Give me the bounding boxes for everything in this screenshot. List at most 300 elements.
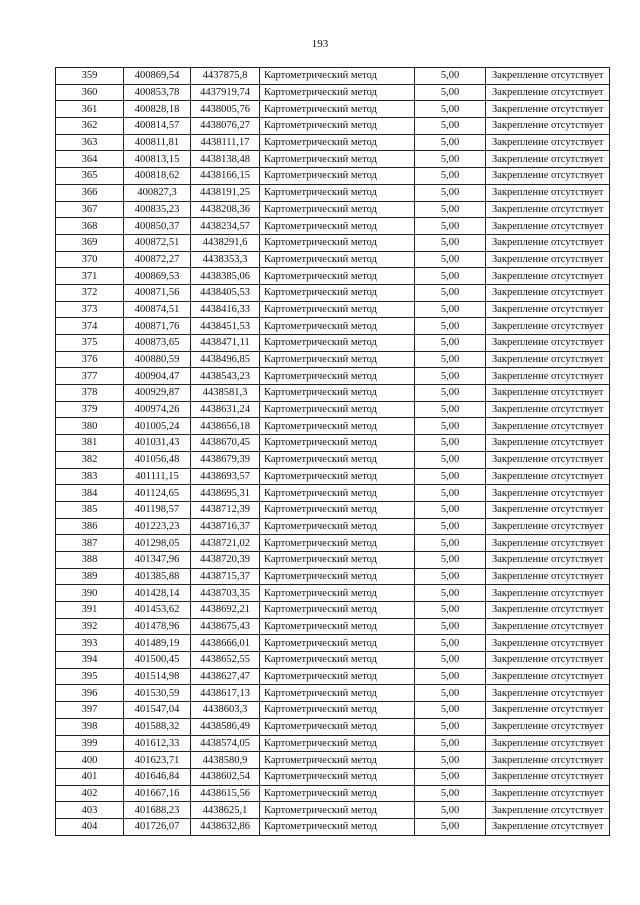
error-cell: 5,00 — [415, 318, 486, 335]
fixation-cell: Закрепление отсутствует — [486, 118, 610, 135]
fixation-cell: Закрепление отсутствует — [486, 151, 610, 168]
y-coordinate-cell: 4438581,3 — [191, 385, 260, 402]
error-cell: 5,00 — [415, 501, 486, 518]
error-cell: 5,00 — [415, 385, 486, 402]
method-cell: Картометрический метод — [260, 718, 415, 735]
table-row — [56, 134, 610, 151]
x-coordinate-cell: 401031,43 — [124, 435, 191, 452]
point-number-cell: 390 — [56, 585, 124, 602]
error-cell: 5,00 — [415, 652, 486, 669]
method-cell: Картометрический метод — [260, 68, 415, 85]
method-cell: Картометрический метод — [260, 802, 415, 819]
table-row — [56, 68, 610, 85]
x-coordinate-cell: 401612,33 — [124, 735, 191, 752]
fixation-cell: Закрепление отсутствует — [486, 251, 610, 268]
y-coordinate-cell: 4438451,53 — [191, 318, 260, 335]
y-coordinate-cell: 4438721,02 — [191, 535, 260, 552]
table-row — [56, 118, 610, 135]
table-row — [56, 151, 610, 168]
point-number-cell: 398 — [56, 718, 124, 735]
point-number-cell: 365 — [56, 168, 124, 185]
x-coordinate-cell: 400880,59 — [124, 351, 191, 368]
method-cell: Картометрический метод — [260, 335, 415, 352]
error-cell: 5,00 — [415, 752, 486, 769]
x-coordinate-cell: 400869,53 — [124, 268, 191, 285]
table-row — [56, 768, 610, 785]
error-cell: 5,00 — [415, 568, 486, 585]
method-cell: Картометрический метод — [260, 768, 415, 785]
y-coordinate-cell: 4438679,39 — [191, 451, 260, 468]
y-coordinate-cell: 4438666,01 — [191, 635, 260, 652]
point-number-cell: 367 — [56, 201, 124, 218]
table-row — [56, 785, 610, 802]
error-cell: 5,00 — [415, 535, 486, 552]
fixation-cell: Закрепление отсутствует — [486, 234, 610, 251]
fixation-cell: Закрепление отсутствует — [486, 768, 610, 785]
fixation-cell: Закрепление отсутствует — [486, 718, 610, 735]
y-coordinate-cell: 4438716,37 — [191, 518, 260, 535]
error-cell: 5,00 — [415, 368, 486, 385]
method-cell: Картометрический метод — [260, 234, 415, 251]
x-coordinate-cell: 400869,54 — [124, 68, 191, 85]
point-number-cell: 370 — [56, 251, 124, 268]
table-row — [56, 451, 610, 468]
table-row — [56, 335, 610, 352]
x-coordinate-cell: 400850,37 — [124, 218, 191, 235]
coordinates-table-body — [56, 68, 610, 836]
error-cell: 5,00 — [415, 818, 486, 835]
x-coordinate-cell: 400871,76 — [124, 318, 191, 335]
table-row — [56, 468, 610, 485]
method-cell: Картометрический метод — [260, 401, 415, 418]
fixation-cell: Закрепление отсутствует — [486, 652, 610, 669]
x-coordinate-cell: 401478,96 — [124, 618, 191, 635]
point-number-cell: 385 — [56, 501, 124, 518]
y-coordinate-cell: 4438353,3 — [191, 251, 260, 268]
method-cell: Картометрический метод — [260, 418, 415, 435]
point-number-cell: 395 — [56, 668, 124, 685]
point-number-cell: 375 — [56, 335, 124, 352]
method-cell: Картометрический метод — [260, 168, 415, 185]
point-number-cell: 389 — [56, 568, 124, 585]
method-cell: Картометрический метод — [260, 435, 415, 452]
fixation-cell: Закрепление отсутствует — [486, 401, 610, 418]
method-cell: Картометрический метод — [260, 602, 415, 619]
x-coordinate-cell: 401489,19 — [124, 635, 191, 652]
fixation-cell: Закрепление отсутствует — [486, 435, 610, 452]
method-cell: Картометрический метод — [260, 84, 415, 101]
x-coordinate-cell: 400872,27 — [124, 251, 191, 268]
error-cell: 5,00 — [415, 234, 486, 251]
y-coordinate-cell: 4438291,6 — [191, 234, 260, 251]
x-coordinate-cell: 401005,24 — [124, 418, 191, 435]
method-cell: Картометрический метод — [260, 218, 415, 235]
y-coordinate-cell: 4438076,27 — [191, 118, 260, 135]
x-coordinate-cell: 401547,04 — [124, 702, 191, 719]
y-coordinate-cell: 4438695,31 — [191, 485, 260, 502]
point-number-cell: 372 — [56, 284, 124, 301]
method-cell: Картометрический метод — [260, 251, 415, 268]
point-number-cell: 363 — [56, 134, 124, 151]
y-coordinate-cell: 4438652,55 — [191, 652, 260, 669]
x-coordinate-cell: 401646,84 — [124, 768, 191, 785]
x-coordinate-cell: 400827,3 — [124, 184, 191, 201]
point-number-cell: 374 — [56, 318, 124, 335]
y-coordinate-cell: 4438656,18 — [191, 418, 260, 435]
page-number: 193 — [311, 38, 329, 50]
table-row — [56, 602, 610, 619]
y-coordinate-cell: 4438693,57 — [191, 468, 260, 485]
method-cell: Картометрический метод — [260, 702, 415, 719]
x-coordinate-cell: 400811,81 — [124, 134, 191, 151]
x-coordinate-cell: 401385,88 — [124, 568, 191, 585]
x-coordinate-cell: 400871,56 — [124, 284, 191, 301]
point-number-cell: 394 — [56, 652, 124, 669]
x-coordinate-cell: 401514,98 — [124, 668, 191, 685]
method-cell: Картометрический метод — [260, 318, 415, 335]
y-coordinate-cell: 4438670,45 — [191, 435, 260, 452]
point-number-cell: 403 — [56, 802, 124, 819]
y-coordinate-cell: 4438385,06 — [191, 268, 260, 285]
point-number-cell: 391 — [56, 602, 124, 619]
point-number-cell: 401 — [56, 768, 124, 785]
y-coordinate-cell: 4438234,57 — [191, 218, 260, 235]
point-number-cell: 360 — [56, 84, 124, 101]
table-row — [56, 184, 610, 201]
y-coordinate-cell: 4437919,74 — [191, 84, 260, 101]
fixation-cell: Закрепление отсутствует — [486, 685, 610, 702]
point-number-cell: 359 — [56, 68, 124, 85]
error-cell: 5,00 — [415, 702, 486, 719]
y-coordinate-cell: 4438712,39 — [191, 501, 260, 518]
fixation-cell: Закрепление отсутствует — [486, 802, 610, 819]
table-row — [56, 418, 610, 435]
y-coordinate-cell: 4438617,13 — [191, 685, 260, 702]
table-row — [56, 234, 610, 251]
y-coordinate-cell: 4438631,24 — [191, 401, 260, 418]
method-cell: Картометрический метод — [260, 451, 415, 468]
error-cell: 5,00 — [415, 151, 486, 168]
table-row — [56, 668, 610, 685]
y-coordinate-cell: 4438632,86 — [191, 818, 260, 835]
table-row — [56, 702, 610, 719]
point-number-cell: 402 — [56, 785, 124, 802]
fixation-cell: Закрепление отсутствует — [486, 134, 610, 151]
error-cell: 5,00 — [415, 301, 486, 318]
fixation-cell: Закрепление отсутствует — [486, 84, 610, 101]
x-coordinate-cell: 401588,32 — [124, 718, 191, 735]
point-number-cell: 381 — [56, 435, 124, 452]
x-coordinate-cell: 401623,71 — [124, 752, 191, 769]
x-coordinate-cell: 400835,23 — [124, 201, 191, 218]
method-cell: Картометрический метод — [260, 585, 415, 602]
method-cell: Картометрический метод — [260, 151, 415, 168]
error-cell: 5,00 — [415, 251, 486, 268]
error-cell: 5,00 — [415, 218, 486, 235]
x-coordinate-cell: 400853,78 — [124, 84, 191, 101]
table-row — [56, 435, 610, 452]
method-cell: Картометрический метод — [260, 351, 415, 368]
fixation-cell: Закрепление отсутствует — [486, 752, 610, 769]
point-number-cell: 388 — [56, 551, 124, 568]
point-number-cell: 384 — [56, 485, 124, 502]
point-number-cell: 368 — [56, 218, 124, 235]
table-row — [56, 368, 610, 385]
fixation-cell: Закрепление отсутствует — [486, 551, 610, 568]
error-cell: 5,00 — [415, 351, 486, 368]
table-row — [56, 318, 610, 335]
method-cell: Картометрический метод — [260, 568, 415, 585]
method-cell: Картометрический метод — [260, 101, 415, 118]
table-row — [56, 685, 610, 702]
error-cell: 5,00 — [415, 602, 486, 619]
method-cell: Картометрический метод — [260, 785, 415, 802]
fixation-cell: Закрепление отсутствует — [486, 618, 610, 635]
error-cell: 5,00 — [415, 201, 486, 218]
y-coordinate-cell: 4438703,35 — [191, 585, 260, 602]
table-row — [56, 101, 610, 118]
error-cell: 5,00 — [415, 618, 486, 635]
x-coordinate-cell: 400814,57 — [124, 118, 191, 135]
error-cell: 5,00 — [415, 84, 486, 101]
y-coordinate-cell: 4438416,33 — [191, 301, 260, 318]
table-row — [56, 518, 610, 535]
error-cell: 5,00 — [415, 635, 486, 652]
error-cell: 5,00 — [415, 735, 486, 752]
x-coordinate-cell: 401298,05 — [124, 535, 191, 552]
fixation-cell: Закрепление отсутствует — [486, 201, 610, 218]
method-cell: Картометрический метод — [260, 635, 415, 652]
table-row — [56, 268, 610, 285]
fixation-cell: Закрепление отсутствует — [486, 318, 610, 335]
table-row — [56, 585, 610, 602]
x-coordinate-cell: 401726,07 — [124, 818, 191, 835]
x-coordinate-cell: 400873,65 — [124, 335, 191, 352]
fixation-cell: Закрепление отсутствует — [486, 184, 610, 201]
point-number-cell: 387 — [56, 535, 124, 552]
point-number-cell: 380 — [56, 418, 124, 435]
method-cell: Картометрический метод — [260, 385, 415, 402]
error-cell: 5,00 — [415, 335, 486, 352]
x-coordinate-cell: 401223,23 — [124, 518, 191, 535]
y-coordinate-cell: 4438603,3 — [191, 702, 260, 719]
table-row — [56, 652, 610, 669]
point-number-cell: 396 — [56, 685, 124, 702]
table-row — [56, 635, 610, 652]
fixation-cell: Закрепление отсутствует — [486, 585, 610, 602]
method-cell: Картометрический метод — [260, 618, 415, 635]
table-row — [56, 351, 610, 368]
fixation-cell: Закрепление отсутствует — [486, 301, 610, 318]
method-cell: Картометрический метод — [260, 501, 415, 518]
error-cell: 5,00 — [415, 768, 486, 785]
method-cell: Картометрический метод — [260, 184, 415, 201]
point-number-cell: 393 — [56, 635, 124, 652]
error-cell: 5,00 — [415, 134, 486, 151]
x-coordinate-cell: 401198,57 — [124, 501, 191, 518]
method-cell: Картометрический метод — [260, 301, 415, 318]
error-cell: 5,00 — [415, 401, 486, 418]
fixation-cell: Закрепление отсутствует — [486, 468, 610, 485]
error-cell: 5,00 — [415, 268, 486, 285]
table-row — [56, 818, 610, 835]
table-row — [56, 535, 610, 552]
fixation-cell: Закрепление отсутствует — [486, 602, 610, 619]
y-coordinate-cell: 4438720,39 — [191, 551, 260, 568]
fixation-cell: Закрепление отсутствует — [486, 818, 610, 835]
fixation-cell: Закрепление отсутствует — [486, 785, 610, 802]
point-number-cell: 361 — [56, 101, 124, 118]
x-coordinate-cell: 400818,62 — [124, 168, 191, 185]
table-row — [56, 84, 610, 101]
fixation-cell: Закрепление отсутствует — [486, 168, 610, 185]
fixation-cell: Закрепление отсутствует — [486, 385, 610, 402]
method-cell: Картометрический метод — [260, 468, 415, 485]
method-cell: Картометрический метод — [260, 668, 415, 685]
point-number-cell: 371 — [56, 268, 124, 285]
error-cell: 5,00 — [415, 802, 486, 819]
fixation-cell: Закрепление отсутствует — [486, 284, 610, 301]
method-cell: Картометрический метод — [260, 518, 415, 535]
method-cell: Картометрический метод — [260, 201, 415, 218]
fixation-cell: Закрепление отсутствует — [486, 418, 610, 435]
y-coordinate-cell: 4438543,23 — [191, 368, 260, 385]
method-cell: Картометрический метод — [260, 752, 415, 769]
point-number-cell: 376 — [56, 351, 124, 368]
table-row — [56, 618, 610, 635]
x-coordinate-cell: 401111,15 — [124, 468, 191, 485]
x-coordinate-cell: 400904,47 — [124, 368, 191, 385]
fixation-cell: Закрепление отсутствует — [486, 735, 610, 752]
table-row — [56, 735, 610, 752]
table-row — [56, 284, 610, 301]
table-row — [56, 752, 610, 769]
y-coordinate-cell: 4438496,85 — [191, 351, 260, 368]
x-coordinate-cell: 400929,87 — [124, 385, 191, 402]
table-row — [56, 568, 610, 585]
x-coordinate-cell: 400874,51 — [124, 301, 191, 318]
y-coordinate-cell: 4438580,9 — [191, 752, 260, 769]
x-coordinate-cell: 401530,59 — [124, 685, 191, 702]
point-number-cell: 404 — [56, 818, 124, 835]
fixation-cell: Закрепление отсутствует — [486, 635, 610, 652]
fixation-cell: Закрепление отсутствует — [486, 68, 610, 85]
point-number-cell: 364 — [56, 151, 124, 168]
x-coordinate-cell: 401124,65 — [124, 485, 191, 502]
fixation-cell: Закрепление отсутствует — [486, 218, 610, 235]
table-row — [56, 168, 610, 185]
error-cell: 5,00 — [415, 68, 486, 85]
error-cell: 5,00 — [415, 685, 486, 702]
method-cell: Картометрический метод — [260, 551, 415, 568]
point-number-cell: 369 — [56, 234, 124, 251]
y-coordinate-cell: 4438627,47 — [191, 668, 260, 685]
y-coordinate-cell: 4438111,17 — [191, 134, 260, 151]
y-coordinate-cell: 4438166,15 — [191, 168, 260, 185]
y-coordinate-cell: 4438675,43 — [191, 618, 260, 635]
x-coordinate-cell: 401500,45 — [124, 652, 191, 669]
x-coordinate-cell: 401667,16 — [124, 785, 191, 802]
error-cell: 5,00 — [415, 184, 486, 201]
y-coordinate-cell: 4438625,1 — [191, 802, 260, 819]
error-cell: 5,00 — [415, 485, 486, 502]
y-coordinate-cell: 4438692,21 — [191, 602, 260, 619]
y-coordinate-cell: 4438191,25 — [191, 184, 260, 201]
point-number-cell: 362 — [56, 118, 124, 135]
error-cell: 5,00 — [415, 718, 486, 735]
method-cell: Картометрический метод — [260, 485, 415, 502]
method-cell: Картометрический метод — [260, 685, 415, 702]
error-cell: 5,00 — [415, 284, 486, 301]
fixation-cell: Закрепление отсутствует — [486, 485, 610, 502]
method-cell: Картометрический метод — [260, 652, 415, 669]
error-cell: 5,00 — [415, 518, 486, 535]
error-cell: 5,00 — [415, 585, 486, 602]
y-coordinate-cell: 4438715,37 — [191, 568, 260, 585]
method-cell: Картометрический метод — [260, 284, 415, 301]
point-number-cell: 397 — [56, 702, 124, 719]
table-row — [56, 218, 610, 235]
table-row — [56, 485, 610, 502]
method-cell: Картометрический метод — [260, 268, 415, 285]
point-number-cell: 378 — [56, 385, 124, 402]
error-cell: 5,00 — [415, 168, 486, 185]
fixation-cell: Закрепление отсутствует — [486, 668, 610, 685]
table-row — [56, 251, 610, 268]
error-cell: 5,00 — [415, 551, 486, 568]
y-coordinate-cell: 4438615,56 — [191, 785, 260, 802]
y-coordinate-cell: 4438586,49 — [191, 718, 260, 735]
y-coordinate-cell: 4438574,05 — [191, 735, 260, 752]
point-number-cell: 366 — [56, 184, 124, 201]
fixation-cell: Закрепление отсутствует — [486, 451, 610, 468]
method-cell: Картометрический метод — [260, 818, 415, 835]
x-coordinate-cell: 400813,15 — [124, 151, 191, 168]
error-cell: 5,00 — [415, 468, 486, 485]
y-coordinate-cell: 4437875,8 — [191, 68, 260, 85]
fixation-cell: Закрепление отсутствует — [486, 702, 610, 719]
table-row — [56, 802, 610, 819]
error-cell: 5,00 — [415, 668, 486, 685]
y-coordinate-cell: 4438005,76 — [191, 101, 260, 118]
x-coordinate-cell: 401347,96 — [124, 551, 191, 568]
y-coordinate-cell: 4438208,36 — [191, 201, 260, 218]
point-number-cell: 399 — [56, 735, 124, 752]
table-row — [56, 385, 610, 402]
y-coordinate-cell: 4438471,11 — [191, 335, 260, 352]
y-coordinate-cell: 4438602,54 — [191, 768, 260, 785]
fixation-cell: Закрепление отсутствует — [486, 268, 610, 285]
fixation-cell: Закрепление отсутствует — [486, 368, 610, 385]
point-number-cell: 392 — [56, 618, 124, 635]
table-row — [56, 501, 610, 518]
error-cell: 5,00 — [415, 451, 486, 468]
method-cell: Картометрический метод — [260, 134, 415, 151]
method-cell: Картометрический метод — [260, 118, 415, 135]
fixation-cell: Закрепление отсутствует — [486, 101, 610, 118]
error-cell: 5,00 — [415, 418, 486, 435]
point-number-cell: 382 — [56, 451, 124, 468]
table-row — [56, 401, 610, 418]
point-number-cell: 379 — [56, 401, 124, 418]
x-coordinate-cell: 401453,62 — [124, 602, 191, 619]
method-cell: Картометрический метод — [260, 735, 415, 752]
coordinates-table — [55, 67, 610, 836]
table-row — [56, 201, 610, 218]
fixation-cell: Закрепление отсутствует — [486, 518, 610, 535]
error-cell: 5,00 — [415, 785, 486, 802]
fixation-cell: Закрепление отсутствует — [486, 335, 610, 352]
